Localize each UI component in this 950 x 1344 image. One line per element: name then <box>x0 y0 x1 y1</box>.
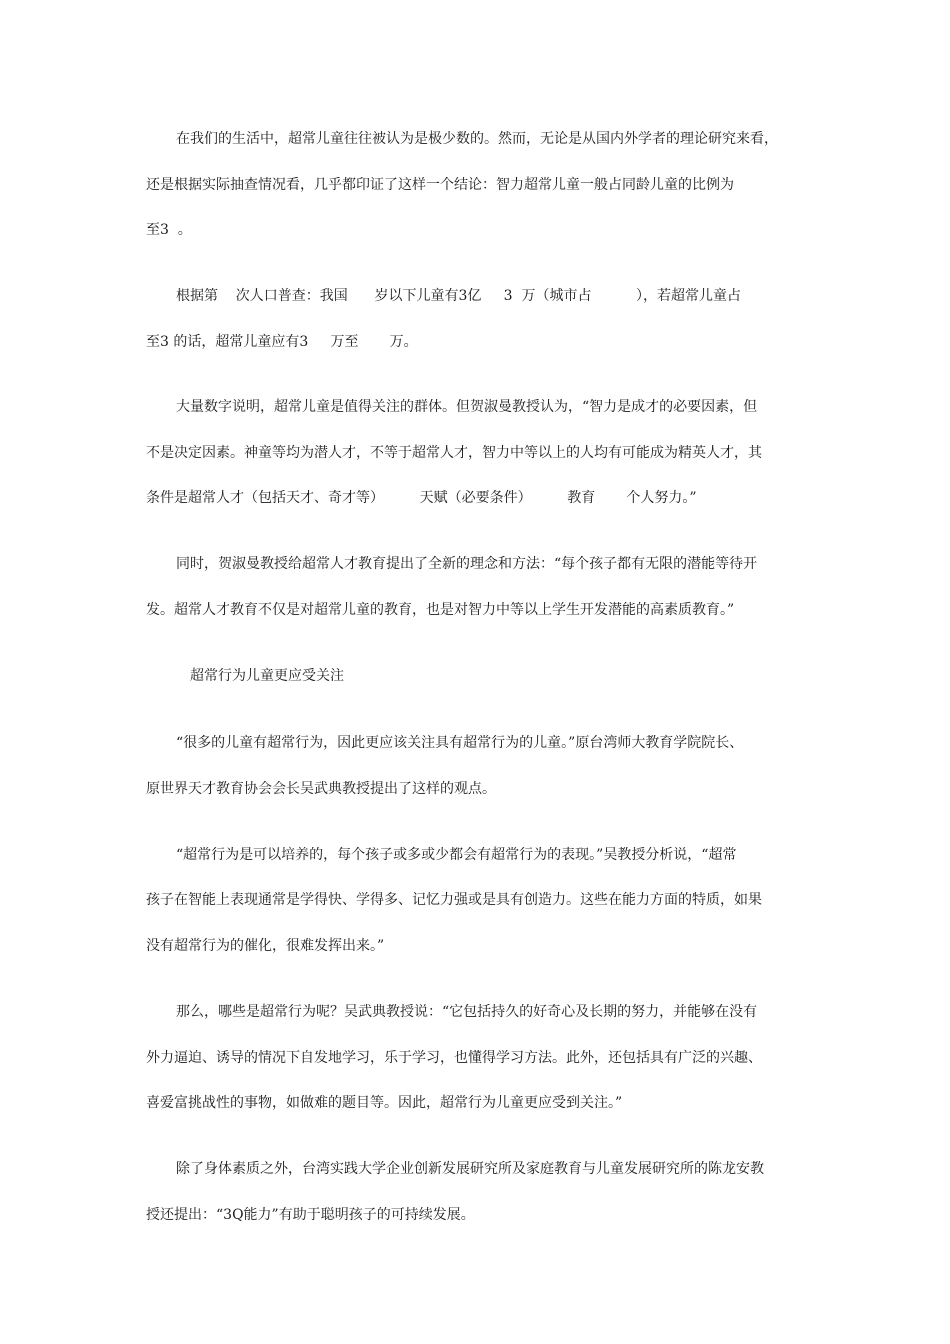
paragraph-1-line-3: 至3 。 <box>146 222 192 238</box>
paragraph-6-line-3: 没有超常行为的催化，很难发挥出来。” <box>146 938 385 954</box>
paragraph-6-line-2: 孩子在智能上表现通常是学得快、学得多、记忆力强或是具有创造力。这些在能力方面的特质，如果 <box>146 892 762 908</box>
paragraph-1-line-1: 在我们的生活中，超常儿童往往被认为是极少数的。然而，无论是从国内外学者的理论研究来看， <box>176 131 778 147</box>
paragraph-5-line-2: 原世界天才教育协会会长吴武典教授提出了这样的观点。 <box>146 781 496 797</box>
paragraph-2-line-1: 根据第 次人口普查：我国 岁以下儿童有3亿 3 万（城市占 ），若超常儿童占 <box>176 288 741 304</box>
paragraph-5-line-1: “很多的儿童有超常行为，因此更应该关注具有超常行为的儿童。”原台湾师大教育学院院长、 <box>176 735 744 751</box>
paragraph-7-line-3: 喜爱富挑战性的事物，如做难的题目等。因此，超常行为儿童更应受到关注。” <box>146 1095 623 1111</box>
paragraph-3-line-3: 条件是超常人才（包括天才、奇才等） 天赋（必要条件） 教育 个人努力。” <box>146 490 697 506</box>
paragraph-3-line-2: 不是决定因素。神童等均为潜人才，不等于超常人才，智力中等以上的人均有可能成为精英人才，其 <box>146 445 762 461</box>
paragraph-3-line-1: 大量数字说明，超常儿童是值得关注的群体。但贺淑曼教授认为，“智力是成才的必要因素，但 <box>176 399 758 415</box>
paragraph-8-line-2: 授还提出：“3Q能力”有助于聪明孩子的可持续发展。 <box>146 1207 475 1223</box>
paragraph-4-line-1: 同时，贺淑曼教授给超常人才教育提出了全新的理念和方法：“每个孩子都有无限的潜能等待开 <box>176 556 758 572</box>
paragraph-6-line-1: “超常行为是可以培养的，每个孩子或多或少都会有超常行为的表现。”吴教授分析说，“超常 <box>176 847 737 863</box>
paragraph-8-line-1: 除了身体素质之外，台湾实践大学企业创新发展研究所及家庭教育与儿童发展研究所的陈龙安教 <box>176 1161 764 1177</box>
paragraph-7-line-2: 外力逼迫、诱导的情况下自发地学习，乐于学习，也懂得学习方法。此外，还包括具有广泛的兴趣、 <box>146 1050 762 1066</box>
section-heading: 超常行为儿童更应受关注 <box>190 668 344 684</box>
paragraph-7-line-1: 那么，哪些是超常行为呢？吴武典教授说：“它包括持久的好奇心及长期的努力，并能够在没有 <box>176 1004 758 1020</box>
paragraph-2-line-2: 至3 的话，超常儿童应有3 万至 万。 <box>146 334 418 350</box>
paragraph-1-line-2: 还是根据实际抽查情况看，几乎都印证了这样一个结论：智力超常儿童一般占同龄儿童的比例为 <box>146 177 734 193</box>
paragraph-4-line-2: 发。超常人才教育不仅是对超常儿童的教育，也是对智力中等以上学生开发潜能的高素质教育。” <box>146 602 735 618</box>
